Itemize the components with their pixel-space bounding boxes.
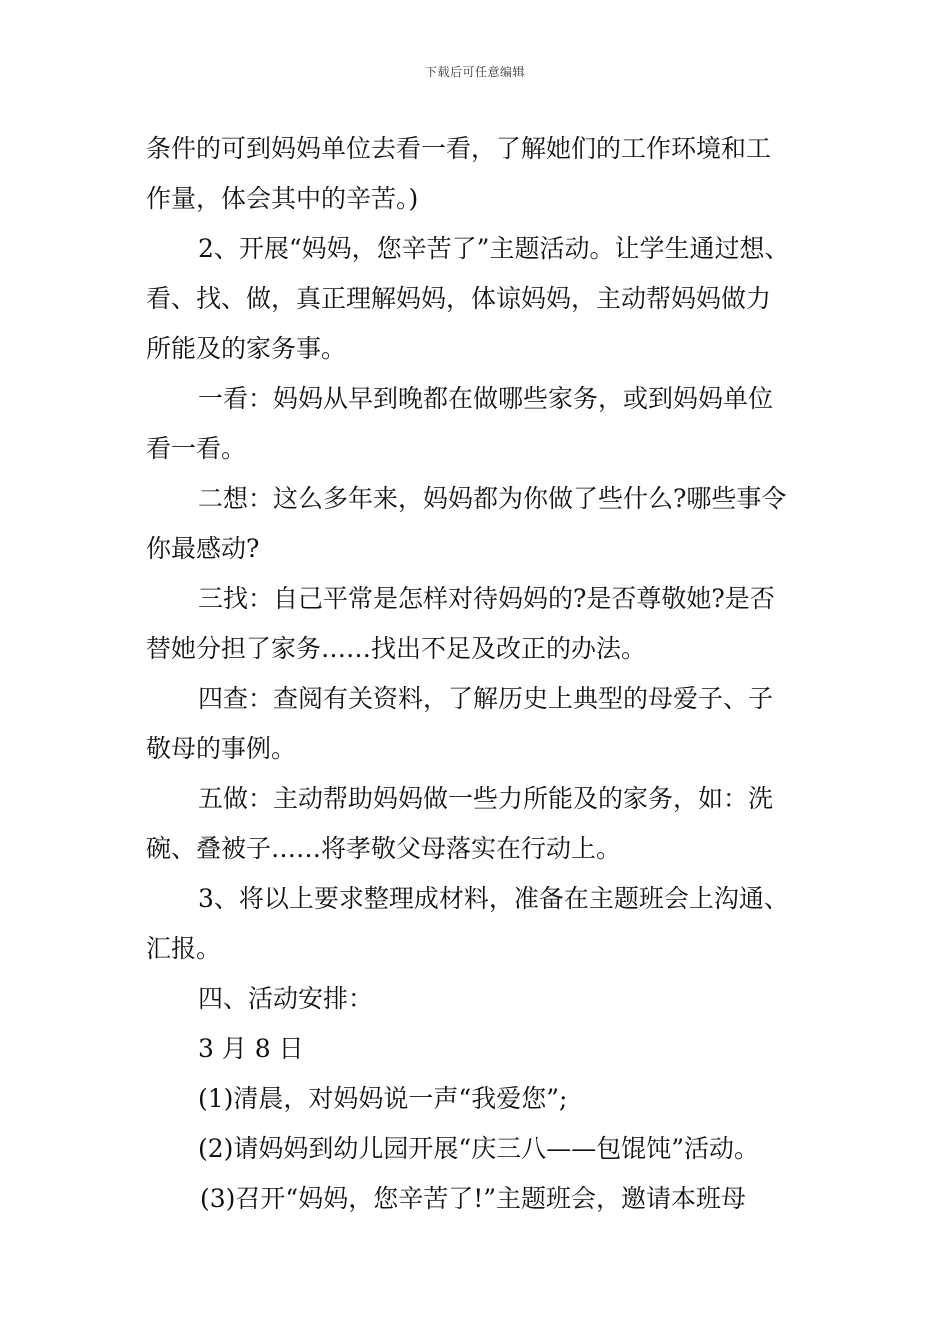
text-line: 一看：妈妈从早到晚都在做哪些家务，或到妈妈单位 xyxy=(198,384,774,413)
text-line: 2、开展“妈妈，您辛苦了”主题活动。让学生通过想、 xyxy=(198,234,790,263)
text-line: 作量，体会其中的辛苦。) xyxy=(146,184,419,213)
text-line: 替她分担了家务……找出不足及改正的办法。 xyxy=(146,634,647,663)
document-body xyxy=(146,124,836,1224)
text-line: 五做：主动帮助妈妈做一些力所能及的家务，如：洗 xyxy=(198,784,774,813)
text-line: 3、将以上要求整理成材料，准备在主题班会上沟通、 xyxy=(198,884,789,913)
section-heading: 四、活动安排： xyxy=(198,984,374,1013)
text-line: 汇报。 xyxy=(146,934,222,963)
list-item: (2)请妈妈到幼儿园开展“庆三八——包馄饨”活动。 xyxy=(198,1134,759,1163)
text-line: 所能及的家务事。 xyxy=(146,334,347,363)
list-item: (3)召开“妈妈，您辛苦了!”主题班会，邀请本班母 xyxy=(200,1184,747,1213)
list-item: (1)清晨，对妈妈说一声“我爱您”; xyxy=(198,1084,568,1113)
text-line: 看一看。 xyxy=(146,434,247,463)
text-line: 四查：查阅有关资料，了解历史上典型的母爱子、子 xyxy=(198,684,774,713)
text-line: 三找：自己平常是怎样对待妈妈的?是否尊敬她?是否 xyxy=(198,584,775,613)
page-header-note: 下载后可任意编辑 xyxy=(424,65,525,79)
text-line: 敬母的事例。 xyxy=(146,734,297,763)
text-line: 你最感动? xyxy=(146,534,260,563)
date-line: 3 月 8 日 xyxy=(198,1034,304,1063)
text-line: 条件的可到妈妈单位去看一看，了解她们的工作环境和工 xyxy=(146,134,772,163)
text-line: 看、找、做，真正理解妈妈，体谅妈妈，主动帮妈妈做力 xyxy=(146,284,772,313)
text-line: 碗、叠被子……将孝敬父母落实在行动上。 xyxy=(146,834,622,863)
text-line: 二想：这么多年来，妈妈都为你做了些什么?哪些事令 xyxy=(198,484,787,513)
